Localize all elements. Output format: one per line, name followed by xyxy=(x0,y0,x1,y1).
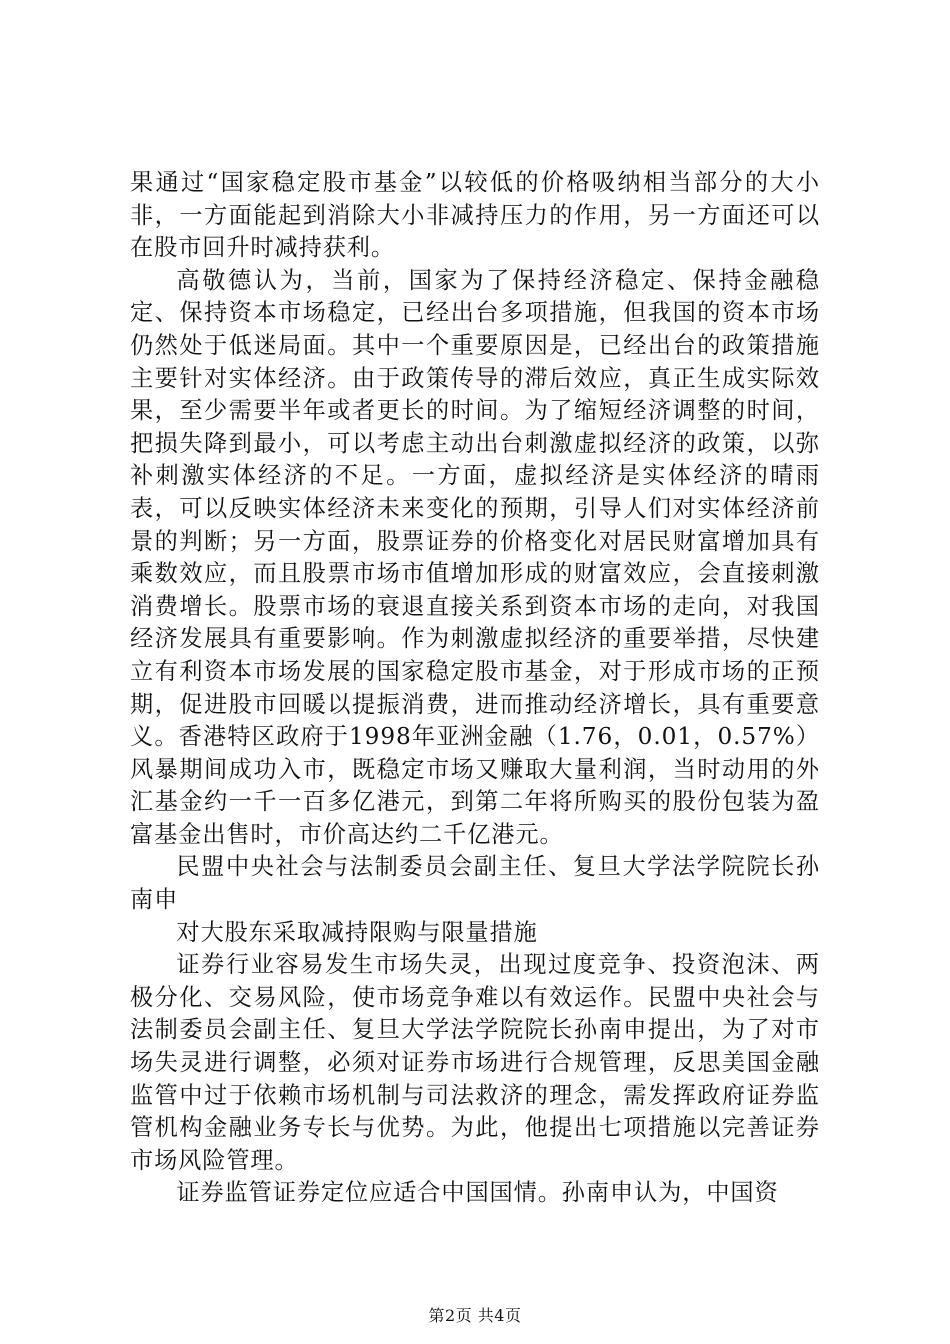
paragraph-continuation: 果通过“国家稳定股市基金”以较低的价格吸纳相当部分的大小非，一方面能起到消除大小非减持压力的作用，另一方面还可以在股市回升时减持获利。 xyxy=(130,169,820,262)
paragraph-regulation: 证券监管证券定位应适合中国国情。孙南申认为，中国资 xyxy=(176,1179,779,1207)
section-heading: 对大股东采取减持限购与限量措施 xyxy=(176,918,538,946)
speaker-title: 民盟中央社会与法制委员会副主任、复旦大学法学院院长孙南申 xyxy=(130,853,820,914)
paragraph-gao-jingde: 高敬德认为，当前，国家为了保持经济稳定、保持金融稳定、保持资本市场稳定，已经出台多项措施，但我国的资本市场仍然处于低迷局面。其中一个重要原因是，已经出台的政策措施主要针对实体经济。由于政策传导的滞后效应，真正生成实际效果，至少需要半年或者更长的时间。为了缩短经济调整的时间，把损失降到最小，可以考虑主动出台刺激虚拟经济的政策，以弥补刺激实体经济的不足。一方面，虚拟经济是实体经济的晴雨表，可以反映实体经济未来变化的预期，引导人们对实体经济前景的判断；另一方面，股票证券的价格变化对居民财富增加具有乘数效应，而且股票市场市值增加形成的财富效应，会直接刺激消费增长。股票市场的衰退直接关系到资本市场的走向，对我国经济发展具有重要影响。作为刺激虚拟经济的重要举措，尽快建立有利资本市场发展的国家稳定股市基金，对于形成市场的正预期，促进股市回暖以提振消费，进而推动经济增长，具有重要意义。香港特区政府于1998年亚洲金融（1.76，0.01，0.57%）风暴期间成功入市，既稳定市场又赚取大量利润，当时动用的外汇基金约一千一百多亿港元，到第二年将所购买的股份包装为盈富基金出售时，市价高达约二千亿港元。 xyxy=(130,266,820,848)
paragraph-sun-nanshen: 证券行业容易发生市场失灵，出现过度竞争、投资泡沫、两极分化、交易风险，使市场竞争难以有效运作。民盟中央社会与法制委员会副主任、复旦大学法学院院长孙南申提出，为了对市场失灵进行调整，必须对证券市场进行合规管理，反思美国金融监管中过于依赖市场机制与司法救济的理念，需发挥政府证券监管机构金融业务专长与优势。为此，他提出七项措施以完善证券市场风险管理。 xyxy=(130,951,820,1174)
document-body xyxy=(130,167,820,1210)
page-footer: 第2页 共4页 xyxy=(428,1306,522,1325)
